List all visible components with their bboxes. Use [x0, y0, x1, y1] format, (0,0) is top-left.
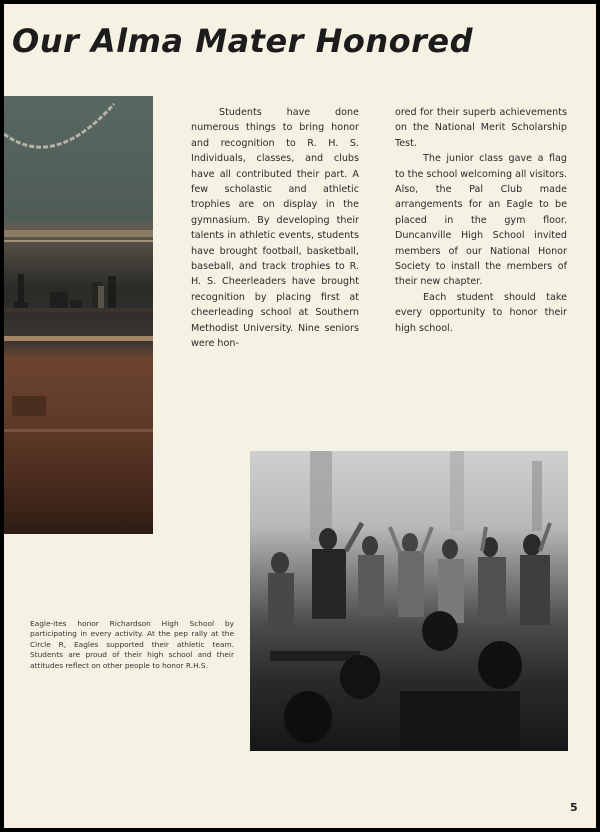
article-column-right: [395, 105, 567, 336]
photo-caption: Eagle-ites honor Richardson High School by participating in every activity. At the pep rally at the Circle R, Eagles supported their athletic team. Students are proud of their high school and their attitudes reflect on other people to honor R.H.S.: [30, 619, 234, 670]
page-number: 5: [570, 801, 578, 814]
paragraph: The junior class gave a flag to the school welcoming all visitors. Also, the Pal Club made arrangements for an Eagle to be placed in the gym floor. Duncanville High School invited members of our National Honor Society to install the members of their new chapter.: [395, 153, 567, 288]
paragraph: Each student should take every opportunity to honor their high school.: [395, 291, 567, 334]
trophy-case-photo: [4, 96, 153, 534]
paragraph: Students have done numerous things to bring honor and recognition to R. H. S. Individuals, classes, and clubs have all contributed their part. A few scholastic and athletic trophies are on display in the gymnasium. By developing their talents in athletic events, students have brought football, basketball, baseball, and track trophies to R. H. S. Cheerleaders have brought recognition by placing first at cheerleading school at Southern Methodist University. Nine seniors were hon-: [191, 107, 359, 350]
yearbook-page: [4, 4, 596, 828]
page-title: Our Alma Mater Honored: [12, 22, 473, 60]
article-column-left: [191, 105, 359, 352]
pep-rally-photo: [250, 451, 568, 751]
paragraph: ored for their superb achievements on the National Merit Scholarship Test.: [395, 107, 567, 149]
